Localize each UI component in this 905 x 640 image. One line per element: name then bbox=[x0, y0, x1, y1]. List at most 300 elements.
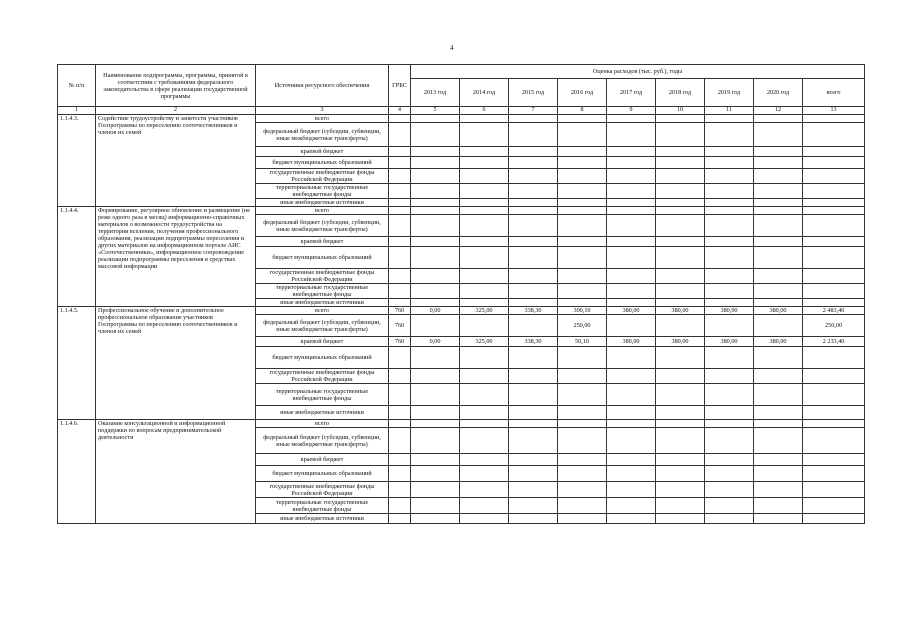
amount-cell bbox=[460, 147, 509, 157]
funding-source: иные внебюджетные источники bbox=[256, 199, 389, 207]
amount-cell bbox=[460, 514, 509, 524]
amount-cell bbox=[460, 454, 509, 466]
amount-cell bbox=[558, 237, 607, 247]
amount-cell bbox=[705, 184, 754, 199]
amount-cell bbox=[509, 369, 558, 384]
amount-cell bbox=[558, 369, 607, 384]
grbs-cell: 760 bbox=[389, 315, 411, 337]
amount-cell bbox=[460, 384, 509, 406]
column-index-cell: 11 bbox=[705, 107, 754, 115]
amount-cell bbox=[509, 482, 558, 498]
amount-cell bbox=[411, 347, 460, 369]
amount-cell bbox=[509, 284, 558, 299]
amount-cell bbox=[509, 199, 558, 207]
amount-cell bbox=[509, 454, 558, 466]
amount-cell bbox=[607, 215, 656, 237]
amount-cell bbox=[558, 482, 607, 498]
amount-cell bbox=[607, 157, 656, 169]
column-index-cell: 3 bbox=[256, 107, 389, 115]
amount-cell bbox=[705, 498, 754, 514]
amount-cell bbox=[558, 420, 607, 428]
header-year: 2017 год bbox=[607, 79, 656, 107]
amount-cell bbox=[558, 406, 607, 420]
column-index-cell: 13 bbox=[803, 107, 865, 115]
amount-cell bbox=[411, 215, 460, 237]
amount-cell bbox=[607, 466, 656, 482]
funding-source: краевой бюджет bbox=[256, 237, 389, 247]
amount-cell bbox=[509, 406, 558, 420]
amount-cell bbox=[803, 215, 865, 237]
grbs-cell bbox=[389, 406, 411, 420]
amount-cell bbox=[411, 384, 460, 406]
amount-cell bbox=[509, 115, 558, 123]
amount-cell bbox=[460, 406, 509, 420]
amount-cell bbox=[705, 269, 754, 284]
amount-cell bbox=[607, 406, 656, 420]
grbs-cell bbox=[389, 199, 411, 207]
grbs-cell bbox=[389, 215, 411, 237]
section-name: Оказание консультационной и информационной поддержки по вопросам предпринимательской деятельности bbox=[96, 420, 256, 524]
amount-cell bbox=[607, 123, 656, 147]
table-row bbox=[58, 420, 865, 428]
funding-source: территориальные государственные внебюджетные фонды bbox=[256, 384, 389, 406]
amount-cell bbox=[607, 147, 656, 157]
amount-cell bbox=[803, 184, 865, 199]
page-number: 4 bbox=[450, 44, 454, 52]
amount-cell bbox=[656, 315, 705, 337]
amount-cell bbox=[705, 123, 754, 147]
amount-cell bbox=[754, 482, 803, 498]
amount-cell bbox=[705, 284, 754, 299]
amount-cell bbox=[656, 147, 705, 157]
grbs-cell bbox=[389, 299, 411, 307]
amount-cell bbox=[460, 247, 509, 269]
amount-cell bbox=[656, 247, 705, 269]
amount-cell bbox=[705, 247, 754, 269]
amount-cell bbox=[607, 428, 656, 454]
amount-cell bbox=[705, 215, 754, 237]
amount-cell bbox=[411, 299, 460, 307]
amount-cell: 300,10 bbox=[558, 307, 607, 315]
header-year: 2015 год bbox=[509, 79, 558, 107]
amount-cell bbox=[558, 347, 607, 369]
amount-cell bbox=[656, 169, 705, 184]
amount-cell bbox=[509, 428, 558, 454]
amount-cell bbox=[705, 157, 754, 169]
column-index-cell: 10 bbox=[656, 107, 705, 115]
amount-cell bbox=[411, 157, 460, 169]
funding-source: бюджет муниципальных образований bbox=[256, 466, 389, 482]
amount-cell bbox=[656, 237, 705, 247]
amount-cell bbox=[558, 269, 607, 284]
amount-cell bbox=[460, 498, 509, 514]
amount-cell bbox=[558, 207, 607, 215]
grbs-cell bbox=[389, 428, 411, 454]
amount-cell bbox=[607, 207, 656, 215]
amount-cell bbox=[460, 199, 509, 207]
amount-cell bbox=[607, 184, 656, 199]
amount-cell bbox=[607, 199, 656, 207]
amount-cell bbox=[754, 406, 803, 420]
amount-cell bbox=[803, 247, 865, 269]
amount-cell bbox=[705, 384, 754, 406]
amount-cell bbox=[754, 237, 803, 247]
header-estimate: Оценка расходов (тыс. руб.), годы bbox=[411, 65, 865, 79]
section-code: 1.1.4.5. bbox=[58, 307, 96, 420]
grbs-cell bbox=[389, 482, 411, 498]
amount-cell bbox=[803, 454, 865, 466]
amount-cell bbox=[656, 406, 705, 420]
amount-cell bbox=[509, 384, 558, 406]
funding-source: государственные внебюджетные фонды Российской Федерации bbox=[256, 482, 389, 498]
amount-cell bbox=[460, 123, 509, 147]
amount-cell bbox=[460, 428, 509, 454]
amount-cell bbox=[411, 466, 460, 482]
amount-cell bbox=[460, 299, 509, 307]
amount-cell bbox=[509, 123, 558, 147]
amount-cell bbox=[803, 420, 865, 428]
amount-cell bbox=[754, 466, 803, 482]
grbs-cell bbox=[389, 369, 411, 384]
amount-cell bbox=[411, 406, 460, 420]
amount-cell bbox=[607, 498, 656, 514]
amount-cell bbox=[705, 420, 754, 428]
amount-cell bbox=[607, 482, 656, 498]
amount-cell bbox=[509, 498, 558, 514]
amount-cell: 2 483,40 bbox=[803, 307, 865, 315]
amount-cell: 380,00 bbox=[656, 337, 705, 347]
header-grbs: ГРБС bbox=[389, 65, 411, 107]
amount-cell bbox=[460, 315, 509, 337]
amount-cell bbox=[656, 215, 705, 237]
funding-source: государственные внебюджетные фонды Российской Федерации bbox=[256, 169, 389, 184]
amount-cell bbox=[803, 123, 865, 147]
grbs-cell bbox=[389, 157, 411, 169]
amount-cell: 2 233,40 bbox=[803, 337, 865, 347]
column-index-cell: 6 bbox=[460, 107, 509, 115]
amount-cell bbox=[803, 384, 865, 406]
amount-cell bbox=[705, 237, 754, 247]
amount-cell bbox=[656, 482, 705, 498]
amount-cell bbox=[656, 498, 705, 514]
amount-cell bbox=[558, 284, 607, 299]
amount-cell bbox=[607, 269, 656, 284]
amount-cell: 325,00 bbox=[460, 337, 509, 347]
grbs-cell bbox=[389, 514, 411, 524]
amount-cell bbox=[803, 498, 865, 514]
amount-cell bbox=[509, 147, 558, 157]
section-name: Содействие трудоустройству и занятости участников Госпрограммы по переселению соотечественников и членов их семей bbox=[96, 115, 256, 207]
amount-cell bbox=[558, 454, 607, 466]
amount-cell bbox=[460, 347, 509, 369]
amount-cell bbox=[656, 466, 705, 482]
funding-source: территориальные государственные внебюджетные фонды bbox=[256, 284, 389, 299]
column-index-cell: 7 bbox=[509, 107, 558, 115]
amount-cell bbox=[607, 315, 656, 337]
funding-source: государственные внебюджетные фонды Российской Федерации bbox=[256, 269, 389, 284]
amount-cell bbox=[754, 199, 803, 207]
amount-cell bbox=[754, 123, 803, 147]
amount-cell bbox=[656, 123, 705, 147]
amount-cell: 50,10 bbox=[558, 337, 607, 347]
amount-cell bbox=[754, 347, 803, 369]
funding-source: федеральный бюджет (субсидии, субвенции, иные межбюджетные трансферты) bbox=[256, 428, 389, 454]
funding-source: федеральный бюджет (субсидии, субвенции, иные межбюджетные трансферты) bbox=[256, 315, 389, 337]
funding-source: федеральный бюджет (субсидии, субвенции, иные межбюджетные трансферты) bbox=[256, 123, 389, 147]
amount-cell bbox=[705, 169, 754, 184]
amount-cell bbox=[411, 147, 460, 157]
amount-cell bbox=[411, 199, 460, 207]
amount-cell bbox=[558, 184, 607, 199]
grbs-cell bbox=[389, 498, 411, 514]
amount-cell bbox=[460, 466, 509, 482]
grbs-cell bbox=[389, 115, 411, 123]
amount-cell bbox=[460, 115, 509, 123]
amount-cell bbox=[705, 428, 754, 454]
amount-cell bbox=[656, 269, 705, 284]
amount-cell bbox=[803, 369, 865, 384]
amount-cell: 250,00 bbox=[558, 315, 607, 337]
amount-cell bbox=[460, 237, 509, 247]
section-code: 1.1.4.4. bbox=[58, 207, 96, 307]
amount-cell bbox=[705, 466, 754, 482]
amount-cell bbox=[656, 369, 705, 384]
amount-cell bbox=[656, 207, 705, 215]
column-index-cell: 12 bbox=[754, 107, 803, 115]
header-year: всего bbox=[803, 79, 865, 107]
amount-cell bbox=[411, 454, 460, 466]
grbs-cell bbox=[389, 207, 411, 215]
amount-cell bbox=[754, 115, 803, 123]
amount-cell bbox=[607, 514, 656, 524]
column-index-cell: 4 bbox=[389, 107, 411, 115]
amount-cell bbox=[558, 123, 607, 147]
grbs-cell bbox=[389, 269, 411, 284]
funding-source: иные внебюджетные источники bbox=[256, 514, 389, 524]
amount-cell bbox=[558, 514, 607, 524]
header-year: 2020 год bbox=[754, 79, 803, 107]
amount-cell bbox=[558, 247, 607, 269]
amount-cell bbox=[607, 284, 656, 299]
header-num: № п/п bbox=[58, 65, 96, 107]
amount-cell bbox=[460, 420, 509, 428]
amount-cell bbox=[803, 299, 865, 307]
amount-cell bbox=[607, 247, 656, 269]
grbs-cell bbox=[389, 184, 411, 199]
amount-cell: 338,30 bbox=[509, 307, 558, 315]
funding-source: всего bbox=[256, 307, 389, 315]
amount-cell bbox=[705, 514, 754, 524]
section-name: Профессиональное обучение и дополнительное профессиональное образование участников Госпрограммы по переселению соотечественников и членов их семей bbox=[96, 307, 256, 420]
amount-cell bbox=[754, 498, 803, 514]
funding-source: иные внебюджетные источники bbox=[256, 299, 389, 307]
amount-cell bbox=[509, 169, 558, 184]
amount-cell bbox=[803, 269, 865, 284]
amount-cell bbox=[411, 207, 460, 215]
amount-cell bbox=[607, 454, 656, 466]
amount-cell bbox=[607, 384, 656, 406]
amount-cell bbox=[509, 247, 558, 269]
funding-source: всего bbox=[256, 207, 389, 215]
table-row bbox=[58, 307, 865, 315]
amount-cell bbox=[460, 157, 509, 169]
grbs-cell bbox=[389, 247, 411, 269]
grbs-cell bbox=[389, 466, 411, 482]
amount-cell bbox=[460, 215, 509, 237]
column-index-cell: 9 bbox=[607, 107, 656, 115]
amount-cell bbox=[754, 514, 803, 524]
amount-cell bbox=[754, 184, 803, 199]
funding-source: иные внебюджетные источники bbox=[256, 406, 389, 420]
amount-cell bbox=[803, 207, 865, 215]
amount-cell bbox=[607, 299, 656, 307]
amount-cell bbox=[656, 157, 705, 169]
amount-cell: 325,00 bbox=[460, 307, 509, 315]
grbs-cell bbox=[389, 420, 411, 428]
amount-cell bbox=[558, 115, 607, 123]
amount-cell bbox=[607, 369, 656, 384]
amount-cell bbox=[509, 237, 558, 247]
amount-cell bbox=[558, 498, 607, 514]
amount-cell bbox=[656, 347, 705, 369]
funding-source: краевой бюджет bbox=[256, 454, 389, 466]
amount-cell bbox=[558, 147, 607, 157]
amount-cell bbox=[754, 384, 803, 406]
amount-cell bbox=[411, 184, 460, 199]
amount-cell bbox=[411, 284, 460, 299]
amount-cell: 250,00 bbox=[803, 315, 865, 337]
table-row bbox=[58, 115, 865, 123]
amount-cell bbox=[509, 347, 558, 369]
section-name: Формирование, регулярное обновление и размещение (не реже одного раза в месяц) информационно-справочных материалов о возможности трудоустройства на территории вселения, получения профессионального образования, реализации подпрограммы переселения и других материалов на информационном портале АИС «Соотечественники», информационное сопровождение реализации подпрограммы переселения в средствах массовой информации bbox=[96, 207, 256, 307]
funding-source: всего bbox=[256, 115, 389, 123]
funding-source: краевой бюджет bbox=[256, 147, 389, 157]
header-source: Источники ресурсного обеспечения bbox=[256, 65, 389, 107]
grbs-cell bbox=[389, 384, 411, 406]
amount-cell bbox=[411, 315, 460, 337]
amount-cell bbox=[803, 514, 865, 524]
amount-cell bbox=[656, 384, 705, 406]
amount-cell bbox=[558, 466, 607, 482]
header-year: 2016 год bbox=[558, 79, 607, 107]
amount-cell bbox=[754, 454, 803, 466]
funding-source: государственные внебюджетные фонды Российской Федерации bbox=[256, 369, 389, 384]
amount-cell bbox=[656, 284, 705, 299]
amount-cell bbox=[411, 123, 460, 147]
amount-cell bbox=[705, 299, 754, 307]
amount-cell bbox=[656, 420, 705, 428]
funding-source: территориальные государственные внебюджетные фонды bbox=[256, 184, 389, 199]
amount-cell bbox=[705, 406, 754, 420]
amount-cell bbox=[607, 169, 656, 184]
amount-cell bbox=[558, 157, 607, 169]
amount-cell bbox=[705, 199, 754, 207]
amount-cell bbox=[509, 315, 558, 337]
amount-cell bbox=[460, 284, 509, 299]
amount-cell bbox=[754, 169, 803, 184]
amount-cell bbox=[803, 347, 865, 369]
header-year: 2019 год bbox=[705, 79, 754, 107]
amount-cell bbox=[803, 199, 865, 207]
amount-cell bbox=[803, 406, 865, 420]
amount-cell bbox=[754, 369, 803, 384]
amount-cell bbox=[411, 428, 460, 454]
amount-cell: 380,00 bbox=[705, 307, 754, 315]
header-year: 2018 год bbox=[656, 79, 705, 107]
amount-cell bbox=[754, 269, 803, 284]
amount-cell bbox=[558, 199, 607, 207]
amount-cell bbox=[607, 420, 656, 428]
amount-cell: 380,00 bbox=[607, 307, 656, 315]
amount-cell bbox=[754, 428, 803, 454]
amount-cell bbox=[509, 184, 558, 199]
amount-cell bbox=[754, 315, 803, 337]
section-code: 1.1.4.3. bbox=[58, 115, 96, 207]
amount-cell bbox=[803, 428, 865, 454]
amount-cell bbox=[509, 157, 558, 169]
amount-cell bbox=[411, 498, 460, 514]
amount-cell bbox=[754, 284, 803, 299]
amount-cell bbox=[656, 514, 705, 524]
amount-cell bbox=[509, 299, 558, 307]
amount-cell bbox=[607, 347, 656, 369]
grbs-cell: 760 bbox=[389, 307, 411, 315]
amount-cell bbox=[607, 115, 656, 123]
amount-cell bbox=[509, 269, 558, 284]
grbs-cell bbox=[389, 454, 411, 466]
amount-cell: 380,00 bbox=[607, 337, 656, 347]
amount-cell bbox=[509, 215, 558, 237]
amount-cell bbox=[705, 147, 754, 157]
amount-cell: 338,30 bbox=[509, 337, 558, 347]
amount-cell bbox=[460, 207, 509, 215]
column-index-cell: 8 bbox=[558, 107, 607, 115]
amount-cell bbox=[607, 237, 656, 247]
amount-cell bbox=[509, 466, 558, 482]
grbs-cell bbox=[389, 123, 411, 147]
grbs-cell bbox=[389, 347, 411, 369]
amount-cell bbox=[411, 514, 460, 524]
funding-source: всего bbox=[256, 420, 389, 428]
grbs-cell bbox=[389, 169, 411, 184]
funding-source: бюджет муниципальных образований bbox=[256, 247, 389, 269]
amount-cell bbox=[803, 147, 865, 157]
section-code: 1.1.4.6. bbox=[58, 420, 96, 524]
amount-cell bbox=[411, 247, 460, 269]
amount-cell bbox=[803, 284, 865, 299]
amount-cell bbox=[411, 482, 460, 498]
amount-cell: 380,00 bbox=[754, 337, 803, 347]
amount-cell bbox=[411, 269, 460, 284]
amount-cell bbox=[803, 157, 865, 169]
amount-cell: 0,00 bbox=[411, 307, 460, 315]
amount-cell bbox=[656, 428, 705, 454]
amount-cell bbox=[754, 215, 803, 237]
amount-cell bbox=[558, 215, 607, 237]
funding-source: бюджет муниципальных образований bbox=[256, 347, 389, 369]
funding-source: территориальные государственные внебюджетные фонды bbox=[256, 498, 389, 514]
header-year: 2014 год bbox=[460, 79, 509, 107]
amount-cell bbox=[509, 420, 558, 428]
amount-cell bbox=[656, 115, 705, 123]
amount-cell bbox=[460, 482, 509, 498]
grbs-cell bbox=[389, 237, 411, 247]
amount-cell: 380,00 bbox=[656, 307, 705, 315]
amount-cell bbox=[460, 369, 509, 384]
column-index-cell: 2 bbox=[96, 107, 256, 115]
funding-source: федеральный бюджет (субсидии, субвенции, иные межбюджетные трансферты) bbox=[256, 215, 389, 237]
header-year: 2013 год bbox=[411, 79, 460, 107]
